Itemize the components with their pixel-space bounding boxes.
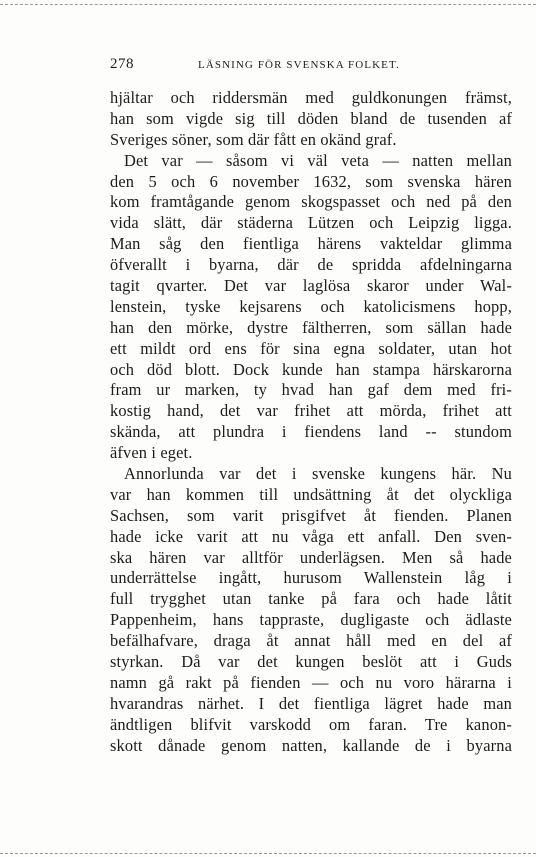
text-line: fram ur marken, ty hvad han gaf dem med fri-: [110, 380, 512, 400]
text-line: vida slätt, där städerna Lützen och Leipzig ligga.: [110, 213, 512, 233]
text-line: Sveriges söner, som där fått en okänd graf.: [110, 129, 397, 149]
running-title: LÄSNING FÖR SVENSKA FOLKET.: [198, 59, 400, 71]
text-line: befälhafvare, draga åt annat håll med en del af: [110, 631, 512, 651]
text-line: ska hären var alltför underlägsen. Men så hade: [110, 547, 512, 567]
text-line: var han kommen till undsättning åt det olyckliga: [110, 484, 512, 504]
text-line: full trygghet utan tanke på fara och hade låtit: [110, 589, 512, 609]
text-line: hade icke varit att nu våga ett anfall. Den sven-: [110, 526, 512, 546]
body-text: [110, 88, 512, 757]
page-number: 278: [110, 56, 134, 72]
text-line: tagit qvarter. Det var laglösa skaror under Wal-: [110, 276, 512, 296]
text-line: lenstein, tyske kejsarens och katolicismens hopp,: [110, 296, 512, 316]
text-line: kom framtågande genom skogspasset och ned på den: [110, 192, 512, 212]
bottom-dashed-rule: [0, 853, 536, 854]
text-line: Man såg den fientliga härens vakteldar glimma: [110, 234, 512, 254]
text-line: ett mildt ord ens för sina egna soldater, utan hot: [110, 338, 512, 358]
paragraph-first-line: Annorlunda var det i svenske kungens här. Nu: [124, 464, 512, 484]
text-line: hvarandras närhet. I det fientliga lägret hade man: [110, 693, 512, 713]
text-line: namn gå rakt på fienden — och nu voro härarna i: [110, 672, 512, 692]
top-dashed-rule: [0, 4, 536, 5]
text-line: ändtligen blifvit varskodd om faran. Tre kanon-: [110, 714, 512, 734]
text-line: äfven i eget.: [110, 443, 193, 463]
text-line: och död blott. Dock kunde han stampa härskarorna: [110, 359, 512, 379]
text-line: den 5 och 6 november 1632, som svenska hären: [110, 171, 512, 191]
text-line: han den mörke, dystre fältherren, som sällan hade: [110, 317, 512, 337]
text-line: skända, att plundra i fiendens land -- stundom: [110, 422, 512, 442]
text-line: öfverallt i byarna, där de spridda afdelningarna: [110, 255, 512, 275]
text-line: Pappenheim, hans tappraste, dugligaste och ädlaste: [110, 610, 512, 630]
text-line: han som vigde sig till döden bland de tusenden af: [110, 108, 512, 128]
text-line: Sachsen, som varit prisgifvet åt fienden. Planen: [110, 505, 512, 525]
text-line: hjältar och riddersmän med guldkonungen främst,: [110, 88, 512, 107]
text-line: styrkan. Då var det kungen beslöt att i Guds: [110, 652, 512, 672]
running-head: [110, 56, 503, 78]
text-line: kostig hand, det var frihet att mörda, frihet att: [110, 401, 512, 421]
paragraph-first-line: Det var — såsom vi väl veta — natten mellan: [124, 150, 512, 170]
text-line: underrättelse ingått, hurusom Wallenstein låg i: [110, 568, 512, 588]
text-line: skott dånade genom natten, kallande de i byarna: [110, 735, 512, 755]
